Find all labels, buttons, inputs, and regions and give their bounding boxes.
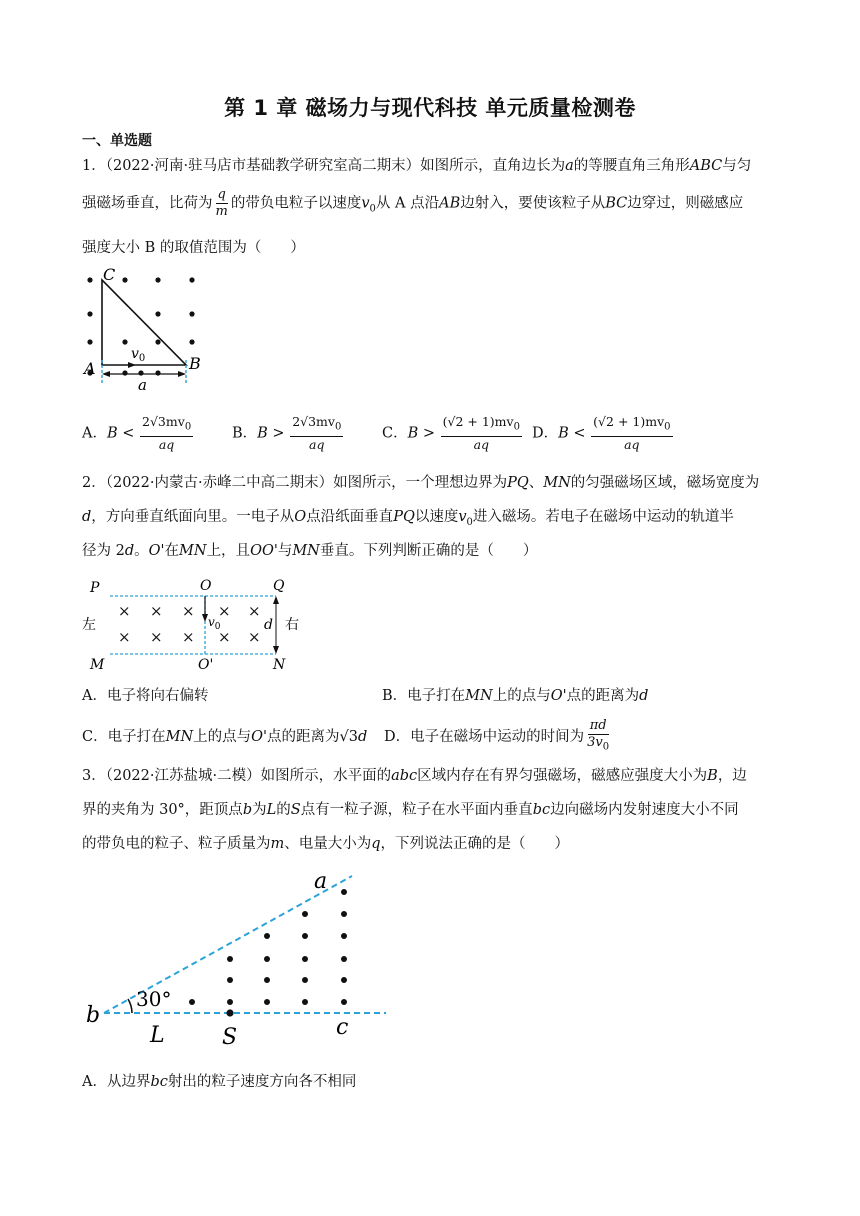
q2-option-b[interactable]: B．电子打在MN上的点与O'点的距离为d (382, 688, 649, 704)
q2-option-c[interactable]: C．电子打在MN上的点与O'点的距离为√3d (82, 729, 368, 745)
document-title: 第 1 章 磁场力与现代科技 单元质量检测卷 (224, 96, 636, 120)
q2-option-d[interactable]: D．电子在磁场中运动的时间为 $\frac{\pi d}{3v_0}$ (384, 718, 610, 753)
fig2-label-o: O (200, 578, 212, 594)
q2-line2: d，方向垂直纸面向里。一电子从O点沿纸面垂直PQ以速度$v_0$进入磁场。若电子在磁场中运动的轨道半 (82, 509, 734, 528)
fig2-label-oprime: O' (198, 657, 214, 672)
svg-text:×: × (182, 628, 195, 646)
q3-line2: 界的夹角为 30°，距顶点b为L的S点有一粒子源，粒子在水平面内垂直bc边向磁场内发射速度大小不同 (82, 802, 739, 818)
q2-figure (80, 574, 310, 672)
q2-line1: 2．（2022·内蒙古·赤峰二中高二期末）如图所示，一个理想边界为PQ、MN的匀强磁场区域，磁场宽度为 (82, 475, 760, 491)
q1-line2: 强磁场垂直，比荷为 $\frac{q}{m}$ 的带负电粒子以速度$v_0$从 A 点沿AB边射入，要使该粒子从BC边穿过，则磁感应 (82, 187, 744, 219)
fig1-label-a: A (84, 359, 96, 378)
q-over-m: $\frac{q}{m}$ (215, 187, 228, 219)
fig2-label-n: N (273, 657, 286, 672)
q3-figure (80, 866, 400, 1046)
q1-line1: 1．（2022·河南·驻马店市基础教学研究室高二期末）如图所示，直角边长为a的等腰直角三角形ABC与匀 (82, 158, 752, 174)
q2-option-a[interactable]: A．电子将向右偏转 (82, 688, 209, 704)
q1-line3: 强度大小 B 的取值范围为（ ） (82, 240, 305, 256)
fig1-label-b: B (189, 354, 201, 373)
svg-text:×: × (218, 602, 231, 620)
fig3-label-l: L (150, 1023, 165, 1046)
svg-text:×: × (118, 602, 131, 620)
q3-line3: 的带负电的粒子、粒子质量为m、电量大小为q，下列说法正确的是（ ） (82, 836, 570, 852)
fig3-label-s: S (222, 1025, 238, 1046)
q3-line1: 3．（2022·江苏盐城·二模）如图所示，水平面的abc区域内存在有界匀强磁场，磁感应强度大小为B，边 (82, 768, 747, 784)
svg-text:×: × (150, 628, 163, 646)
svg-text:×: × (182, 602, 195, 620)
q2-line3: 径为 2d。O'在MN上，且OO'与MN垂直。下列判断正确的是（ ） (82, 543, 538, 559)
fig2-label-right: 右 (285, 617, 299, 633)
q1-option-b[interactable]: B．B > $\frac{2√3mv_0}{aq}$ (232, 414, 342, 452)
fig2-label-q: Q (273, 578, 285, 594)
fig3-label-a: a (314, 869, 328, 894)
fig2-label-left: 左 (82, 617, 96, 633)
svg-text:×: × (248, 628, 261, 646)
svg-text:×: × (118, 628, 131, 646)
q1-option-d[interactable]: D．B < $\frac{(√2 + 1)mv_0}{aq}$ (532, 414, 671, 452)
svg-text:×: × (150, 602, 163, 620)
fig3-angle-label: 30° (136, 987, 172, 1011)
fig1-label-v0: $v_0$ (131, 346, 146, 364)
fig3-label-b: b (86, 1003, 101, 1028)
q1-option-c[interactable]: C．B > $\frac{(√2 + 1)mv_0}{aq}$ (382, 414, 520, 452)
fig3-label-c: c (336, 1015, 349, 1040)
fig2-label-d: d (264, 617, 273, 633)
q1-figure (78, 262, 218, 398)
section-heading: 一、单选题 (82, 133, 152, 149)
fig1-label-c: C (103, 265, 116, 284)
fig2-label-m: M (90, 657, 105, 672)
svg-text:×: × (218, 628, 231, 646)
q1-option-a[interactable]: A．B < $\frac{2√3mv_0}{aq}$ (82, 414, 192, 452)
fig2-label-v0: $v_0$ (208, 615, 221, 632)
fig2-label-p: P (90, 580, 100, 596)
fig1-label-side-a: a (138, 376, 147, 394)
svg-text:×: × (248, 602, 261, 620)
q3-option-a[interactable]: A．从边界bc射出的粒子速度方向各不相同 (82, 1074, 357, 1090)
